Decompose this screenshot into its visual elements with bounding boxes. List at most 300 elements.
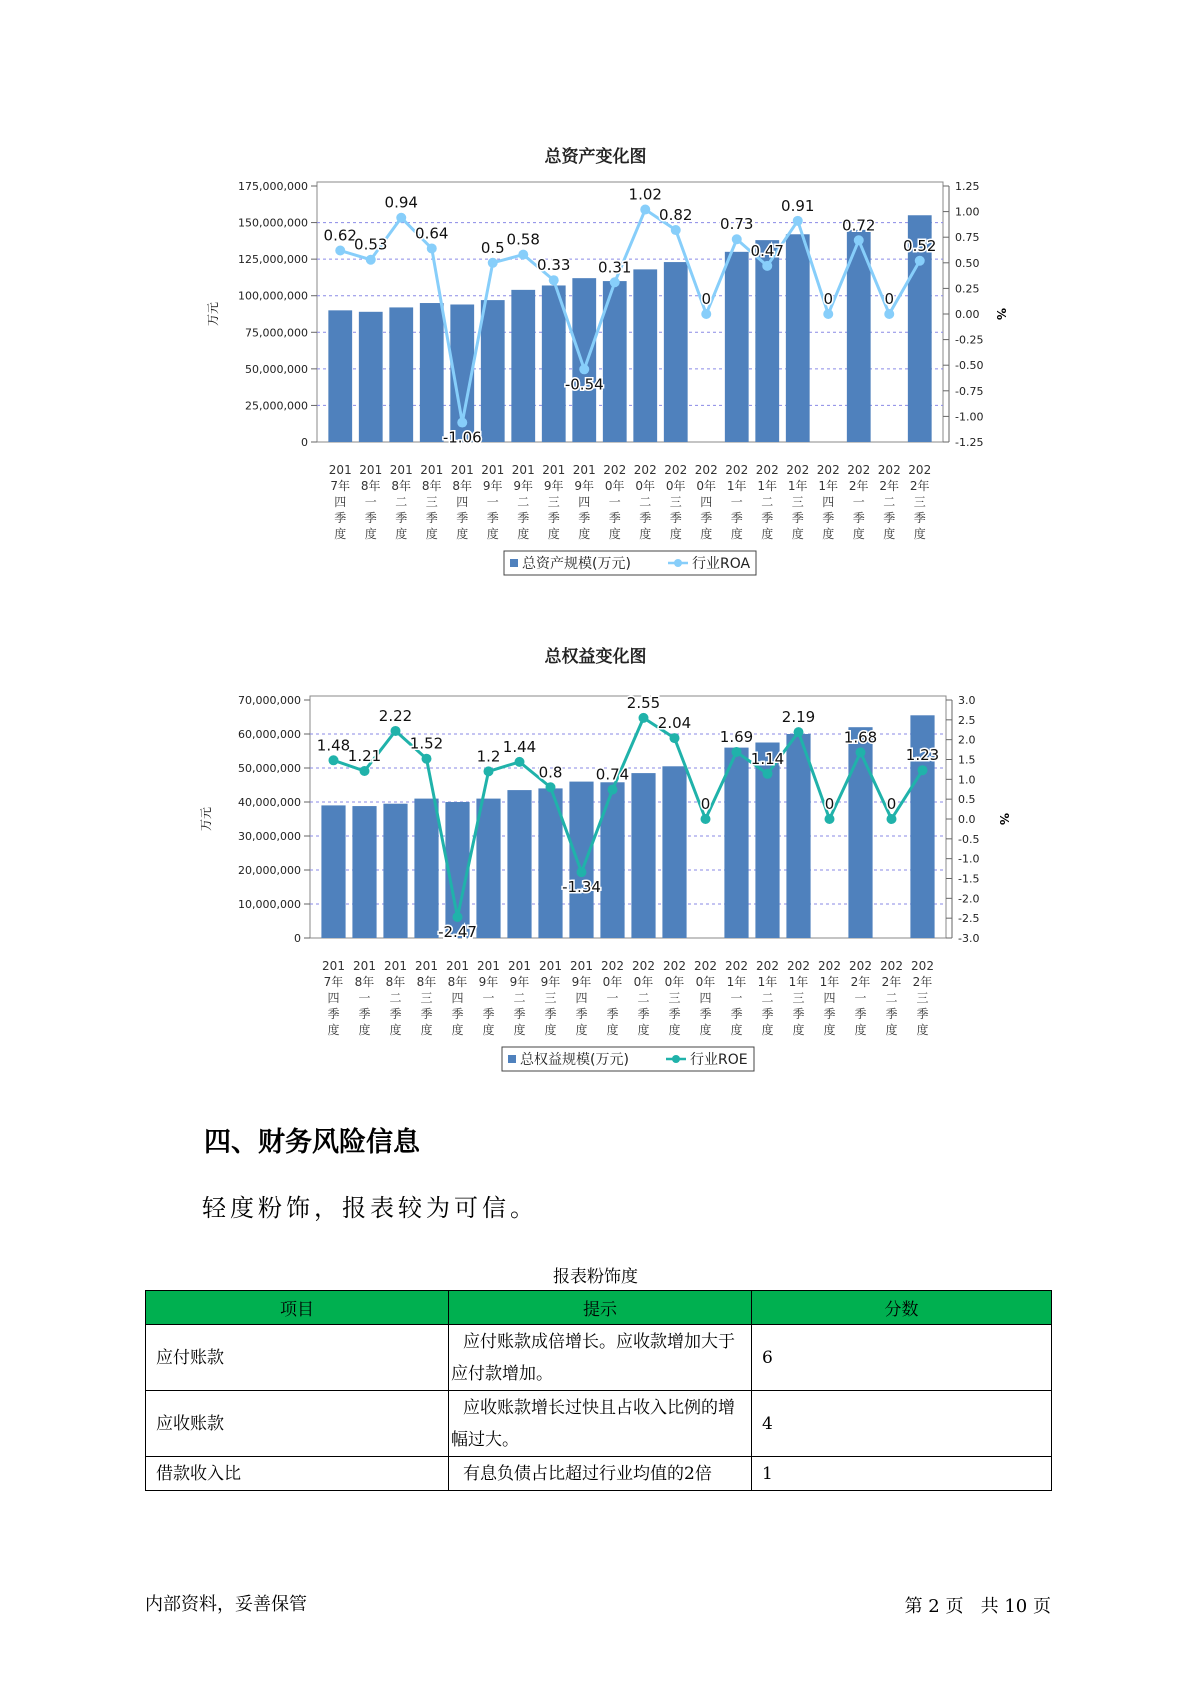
x-tick-label: 度 (791, 527, 804, 541)
total-assets-chart (0, 170, 1191, 600)
y-tick-label: 40,000,000 (238, 796, 301, 809)
x-tick-label: 202 (694, 959, 717, 973)
x-tick-label: 0年 (664, 975, 685, 989)
header-item: 项目 (146, 1291, 449, 1325)
bar (476, 799, 500, 938)
footer-page-number: 第 2 页 共 10 页 (904, 1596, 1051, 1617)
data-label: 0.8 (538, 763, 563, 782)
data-label: 0.31 (598, 258, 632, 277)
x-tick-label: 1年 (819, 975, 840, 989)
x-tick-label: 201 (481, 463, 505, 477)
data-label: 1.2 (476, 747, 501, 766)
x-tick-label: 7年 (323, 975, 344, 989)
data-label: -0.54 (564, 375, 604, 394)
y2-axis-title: % (994, 307, 1008, 321)
row-score: 4 (752, 1391, 1052, 1457)
data-label: 0.52 (903, 236, 937, 255)
x-tick-label: 二 (517, 495, 530, 509)
data-label: 1.02 (628, 185, 662, 204)
x-tick-label: 202 (755, 463, 779, 477)
x-tick-label: 201 (415, 959, 438, 973)
x-tick-label: 季 (823, 1007, 836, 1021)
x-tick-label: 季 (730, 1007, 743, 1021)
x-tick-label: 季 (700, 511, 713, 525)
x-tick-label: 季 (699, 1007, 712, 1021)
data-label: 0 (886, 795, 897, 813)
x-tick-label: 度 (608, 527, 621, 541)
x-tick-label: 201 (542, 463, 566, 477)
bar (352, 806, 376, 938)
header-tip: 提示 (449, 1291, 752, 1325)
x-tick-label: 度 (486, 527, 499, 541)
bar (664, 262, 688, 442)
x-tick-label: 202 (816, 463, 840, 477)
x-tick-label: 三 (547, 495, 560, 509)
x-tick-label: 季 (913, 511, 926, 525)
bar (383, 804, 407, 938)
x-tick-label: 201 (353, 959, 376, 973)
x-tick-label: 季 (425, 511, 438, 525)
bar (724, 748, 748, 938)
x-tick-label: 1年 (788, 975, 809, 989)
y2-tick-label: -0.5 (958, 832, 980, 846)
x-tick-label: 8年 (354, 975, 375, 989)
x-tick-label: 三 (792, 991, 805, 1005)
bar (359, 312, 383, 442)
x-tick-label: 二 (395, 495, 408, 509)
x-tick-label: 度 (639, 527, 652, 541)
y-axis-title: 万元 (206, 301, 220, 327)
y2-tick-label: 3.0 (958, 694, 976, 707)
chart-title-total-assets: 总资产变化图 (544, 147, 647, 167)
x-tick-label: 一 (358, 991, 371, 1005)
x-tick-label: 201 (450, 463, 474, 477)
x-tick-label: 201 (511, 463, 535, 477)
bar (511, 290, 535, 442)
line-point (640, 205, 650, 215)
line-point (515, 757, 525, 767)
x-tick-label: 8年 (391, 479, 412, 493)
x-tick-label: 度 (517, 527, 530, 541)
x-tick-label: 季 (334, 511, 347, 525)
x-tick-label: 季 (513, 1007, 526, 1021)
x-tick-label: 度 (730, 527, 743, 541)
x-tick-label: 201 (539, 959, 562, 973)
y2-tick-label: -3.0 (958, 932, 980, 945)
x-tick-label: 202 (694, 463, 718, 477)
x-tick-label: 季 (486, 511, 499, 525)
data-label: 0.47 (750, 241, 784, 260)
data-label: -2.47 (438, 922, 477, 941)
data-label: -1.34 (562, 878, 601, 897)
x-tick-label: 0年 (633, 975, 654, 989)
x-tick-label: 201 (328, 463, 352, 477)
x-tick-label: 8年 (452, 479, 473, 493)
x-tick-label: 季 (606, 1007, 619, 1021)
x-tick-label: 度 (792, 1023, 805, 1037)
x-tick-label: 度 (883, 527, 896, 541)
x-tick-label: 度 (544, 1023, 557, 1037)
x-tick-label: 202 (603, 463, 627, 477)
x-tick-label: 202 (663, 959, 686, 973)
x-tick-label: 度 (700, 527, 713, 541)
x-tick-label: 季 (791, 511, 804, 525)
x-tick-label: 2年 (909, 479, 930, 493)
bar (848, 727, 872, 938)
data-label: 0.74 (595, 765, 630, 784)
x-tick-label: 季 (883, 511, 896, 525)
y2-tick-label: -0.75 (955, 384, 984, 398)
y2-tick-label: -1.00 (955, 410, 984, 424)
y-tick-label: 100,000,000 (238, 289, 308, 303)
x-tick-label: 202 (601, 959, 624, 973)
data-label: 0.94 (384, 193, 418, 212)
row-tip: 应收账款增长过快且占收入比例的增幅过大。 (449, 1391, 752, 1457)
data-label: 0.53 (354, 235, 388, 254)
row-item: 应收账款 (146, 1391, 449, 1457)
chart-title-total-equity: 总权益变化图 (544, 647, 647, 667)
legend-line-label: 行业ROE (690, 1052, 748, 1068)
x-tick-label: 四 (700, 495, 713, 509)
line-point (639, 713, 649, 723)
x-tick-label: 季 (639, 511, 652, 525)
x-tick-label: 度 (637, 1023, 650, 1037)
table-caption: 报表粉饰度 (553, 1267, 638, 1287)
x-tick-label: 9年 (513, 479, 534, 493)
x-tick-label: 202 (786, 463, 810, 477)
y2-tick-label: 0.00 (955, 308, 980, 321)
x-tick-label: 季 (792, 1007, 805, 1021)
data-label: 0.72 (842, 216, 876, 235)
line-point (335, 246, 345, 256)
x-tick-label: 1年 (818, 479, 839, 493)
x-tick-label: 度 (668, 1023, 681, 1037)
line-point (794, 727, 804, 737)
x-tick-label: 201 (420, 463, 444, 477)
y2-tick-label: 2.5 (958, 713, 976, 727)
y-tick-label: 0 (301, 436, 308, 449)
y2-tick-label: -0.25 (955, 333, 984, 347)
y2-axis-title: % (997, 812, 1011, 826)
bar (633, 269, 657, 442)
y2-tick-label: -2.5 (958, 912, 980, 926)
line-point (762, 261, 772, 271)
data-label: 0.82 (659, 206, 693, 225)
x-tick-label: 二 (761, 991, 774, 1005)
bar (572, 278, 596, 442)
x-tick-label: 8年 (360, 479, 381, 493)
bar (420, 303, 444, 442)
x-tick-label: 201 (508, 959, 531, 973)
line-point (366, 255, 376, 265)
bar (725, 252, 749, 442)
x-tick-label: 201 (572, 463, 596, 477)
data-label: 0 (884, 290, 895, 308)
bar (569, 782, 593, 938)
x-tick-label: 202 (818, 959, 841, 973)
x-tick-label: 季 (852, 511, 865, 525)
x-tick-label: 202 (756, 959, 779, 973)
x-tick-label: 度 (420, 1023, 433, 1037)
x-tick-label: 202 (633, 463, 657, 477)
row-tip: 应付账款成倍增长。应收款增加大于应付款增加。 (449, 1325, 752, 1391)
table-row (146, 1391, 1052, 1457)
bar (481, 300, 505, 442)
data-label: 1.21 (347, 747, 382, 766)
line-point (391, 726, 401, 736)
x-tick-label: 一 (482, 991, 495, 1005)
x-tick-label: 0年 (665, 479, 686, 493)
x-tick-label: 一 (730, 495, 743, 509)
x-tick-label: 度 (547, 527, 560, 541)
x-tick-label: 一 (606, 991, 619, 1005)
y2-tick-label: -1.25 (955, 436, 984, 449)
line-point (453, 912, 463, 922)
x-tick-label: 度 (451, 1023, 464, 1037)
x-tick-label: 四 (699, 991, 712, 1005)
x-tick-label: 2年 (850, 975, 871, 989)
line-point (484, 766, 494, 776)
x-tick-label: 度 (913, 527, 926, 541)
x-tick-label: 1年 (757, 975, 778, 989)
x-tick-label: 三 (669, 495, 682, 509)
x-tick-label: 202 (664, 463, 688, 477)
data-label: 1.44 (502, 737, 537, 756)
y-tick-label: 0 (294, 932, 301, 945)
x-tick-label: 201 (384, 959, 407, 973)
line-point (579, 364, 589, 374)
x-tick-label: 度 (823, 1023, 836, 1037)
line-point (671, 225, 681, 235)
row-tip: 有息负债占比超过行业均值的2倍 (449, 1457, 752, 1491)
x-tick-label: 0年 (604, 479, 625, 493)
x-tick-label: 度 (852, 527, 865, 541)
x-tick-label: 四 (575, 991, 588, 1005)
x-tick-label: 8年 (385, 975, 406, 989)
x-tick-label: 度 (513, 1023, 526, 1037)
x-tick-label: 四 (823, 991, 836, 1005)
data-label: 0 (823, 290, 834, 308)
x-tick-label: 201 (322, 959, 345, 973)
y2-tick-label: 0.0 (958, 813, 976, 826)
x-tick-label: 度 (916, 1023, 929, 1037)
x-tick-label: 度 (482, 1023, 495, 1037)
x-tick-label: 202 (725, 959, 748, 973)
line-point (360, 766, 370, 776)
x-tick-label: 二 (389, 991, 402, 1005)
line-point (396, 213, 406, 223)
line-point (610, 277, 620, 287)
x-tick-label: 度 (761, 1023, 774, 1037)
data-label: 1.68 (843, 728, 878, 747)
bar (631, 773, 655, 938)
x-tick-label: 度 (606, 1023, 619, 1037)
line-point (427, 243, 437, 253)
x-tick-label: 9年 (574, 479, 595, 493)
x-tick-label: 度 (395, 527, 408, 541)
x-tick-label: 9年 (543, 479, 564, 493)
x-tick-label: 一 (852, 495, 865, 509)
x-tick-label: 季 (822, 511, 835, 525)
line-point (732, 234, 742, 244)
x-tick-label: 四 (327, 991, 340, 1005)
legend-line-marker (672, 1055, 680, 1063)
legend-line-label: 行业ROA (692, 556, 751, 572)
x-tick-label: 9年 (482, 479, 503, 493)
x-tick-label: 季 (761, 1007, 774, 1021)
x-tick-label: 0年 (635, 479, 656, 493)
x-tick-label: 0年 (696, 479, 717, 493)
y2-tick-label: 0.50 (955, 256, 980, 270)
x-tick-label: 季 (854, 1007, 867, 1021)
line-point (856, 747, 866, 757)
data-label: 0.91 (781, 196, 815, 215)
x-tick-label: 201 (446, 959, 469, 973)
x-tick-label: 度 (730, 1023, 743, 1037)
line-point (546, 782, 556, 792)
x-tick-label: 201 (570, 959, 593, 973)
x-tick-label: 度 (699, 1023, 712, 1037)
x-tick-label: 9年 (509, 975, 530, 989)
data-label: 0 (701, 290, 712, 308)
y2-tick-label: -1.0 (958, 852, 980, 866)
legend-bar-swatch (508, 1055, 516, 1063)
data-label: 0 (824, 795, 835, 813)
y-tick-label: 25,000,000 (245, 399, 308, 413)
line-point (918, 765, 928, 775)
data-label: -1.06 (442, 428, 482, 447)
x-tick-label: 二 (639, 495, 652, 509)
x-tick-label: 1年 (787, 479, 808, 493)
x-tick-label: 一 (854, 991, 867, 1005)
x-tick-label: 二 (883, 495, 896, 509)
x-tick-label: 0年 (695, 975, 716, 989)
x-tick-label: 季 (389, 1007, 402, 1021)
y-tick-label: 30,000,000 (238, 830, 301, 843)
data-label: 0.33 (537, 256, 571, 275)
x-tick-label: 季 (547, 511, 560, 525)
line-point (329, 755, 339, 765)
line-point (915, 256, 925, 266)
x-tick-label: 季 (761, 511, 774, 525)
y-tick-label: 20,000,000 (238, 864, 301, 877)
x-tick-label: 四 (334, 495, 347, 509)
data-label: 1.48 (316, 736, 351, 755)
data-label: 0.73 (720, 215, 754, 234)
x-tick-label: 0年 (602, 975, 623, 989)
data-label: 1.23 (905, 746, 940, 765)
section-heading: 四、财务风险信息 (204, 1127, 420, 1158)
y2-tick-label: 0.25 (955, 282, 980, 296)
x-tick-label: 一 (364, 495, 377, 509)
bar (786, 734, 810, 938)
x-tick-label: 三 (420, 991, 433, 1005)
x-tick-label: 四 (456, 495, 469, 509)
x-tick-label: 四 (822, 495, 835, 509)
x-tick-label: 度 (822, 527, 835, 541)
window-dressing-table (145, 1290, 1052, 1491)
x-tick-label: 三 (791, 495, 804, 509)
data-label: 1.52 (409, 734, 444, 753)
y2-tick-label: 1.00 (955, 205, 980, 219)
x-tick-label: 2年 (879, 479, 900, 493)
line-point (793, 216, 803, 226)
y-tick-label: 50,000,000 (238, 762, 301, 775)
line-point (887, 814, 897, 824)
x-tick-label: 7年 (330, 479, 351, 493)
x-tick-label: 季 (575, 1007, 588, 1021)
y2-tick-label: -0.50 (955, 359, 984, 373)
legend-bar-swatch (510, 559, 518, 567)
y-tick-label: 10,000,000 (238, 898, 301, 911)
line-point (823, 309, 833, 319)
y-tick-label: 70,000,000 (238, 694, 301, 707)
x-tick-label: 季 (916, 1007, 929, 1021)
y-tick-label: 175,000,000 (238, 180, 308, 193)
x-tick-label: 三 (544, 991, 557, 1005)
x-tick-label: 度 (854, 1023, 867, 1037)
bar (786, 234, 810, 442)
x-tick-label: 度 (358, 1023, 371, 1037)
x-tick-label: 季 (730, 511, 743, 525)
x-tick-label: 8年 (447, 975, 468, 989)
x-tick-label: 202 (847, 463, 871, 477)
data-label: 0.64 (415, 224, 449, 243)
x-tick-label: 季 (456, 511, 469, 525)
x-tick-label: 三 (425, 495, 438, 509)
x-tick-label: 度 (327, 1023, 340, 1037)
legend-bar-label: 总资产规模(万元) (522, 556, 631, 572)
data-label: 0.5 (480, 238, 505, 257)
x-tick-label: 季 (364, 511, 377, 525)
x-tick-label: 度 (334, 527, 347, 541)
x-tick-label: 季 (608, 511, 621, 525)
line-point (608, 785, 618, 795)
x-tick-label: 201 (389, 463, 413, 477)
x-tick-label: 202 (877, 463, 901, 477)
x-tick-label: 度 (669, 527, 682, 541)
bar (328, 310, 352, 442)
x-tick-label: 1年 (726, 975, 747, 989)
header-score: 分数 (752, 1291, 1052, 1325)
data-label: 2.55 (626, 693, 661, 712)
x-tick-label: 季 (885, 1007, 898, 1021)
x-tick-label: 三 (913, 495, 926, 509)
x-tick-label: 一 (486, 495, 499, 509)
x-tick-label: 202 (880, 959, 903, 973)
line-point (732, 747, 742, 757)
bar (389, 307, 413, 442)
legend-line-marker (674, 559, 682, 567)
table-row (146, 1325, 1052, 1391)
x-tick-label: 季 (517, 511, 530, 525)
x-tick-label: 三 (668, 991, 681, 1005)
y-tick-label: 60,000,000 (238, 728, 301, 741)
data-label: 2.04 (657, 714, 692, 733)
x-tick-label: 度 (364, 527, 377, 541)
y2-tick-label: 0.5 (958, 793, 976, 807)
y-tick-label: 125,000,000 (238, 253, 308, 267)
x-tick-label: 四 (451, 991, 464, 1005)
x-tick-label: 2年 (848, 479, 869, 493)
y-tick-label: 50,000,000 (245, 362, 308, 376)
data-label: 0 (700, 795, 711, 813)
bar (414, 799, 438, 938)
line-point (701, 309, 711, 319)
data-label: 1.69 (719, 727, 754, 746)
x-tick-label: 202 (908, 463, 932, 477)
x-tick-label: 8年 (421, 479, 442, 493)
